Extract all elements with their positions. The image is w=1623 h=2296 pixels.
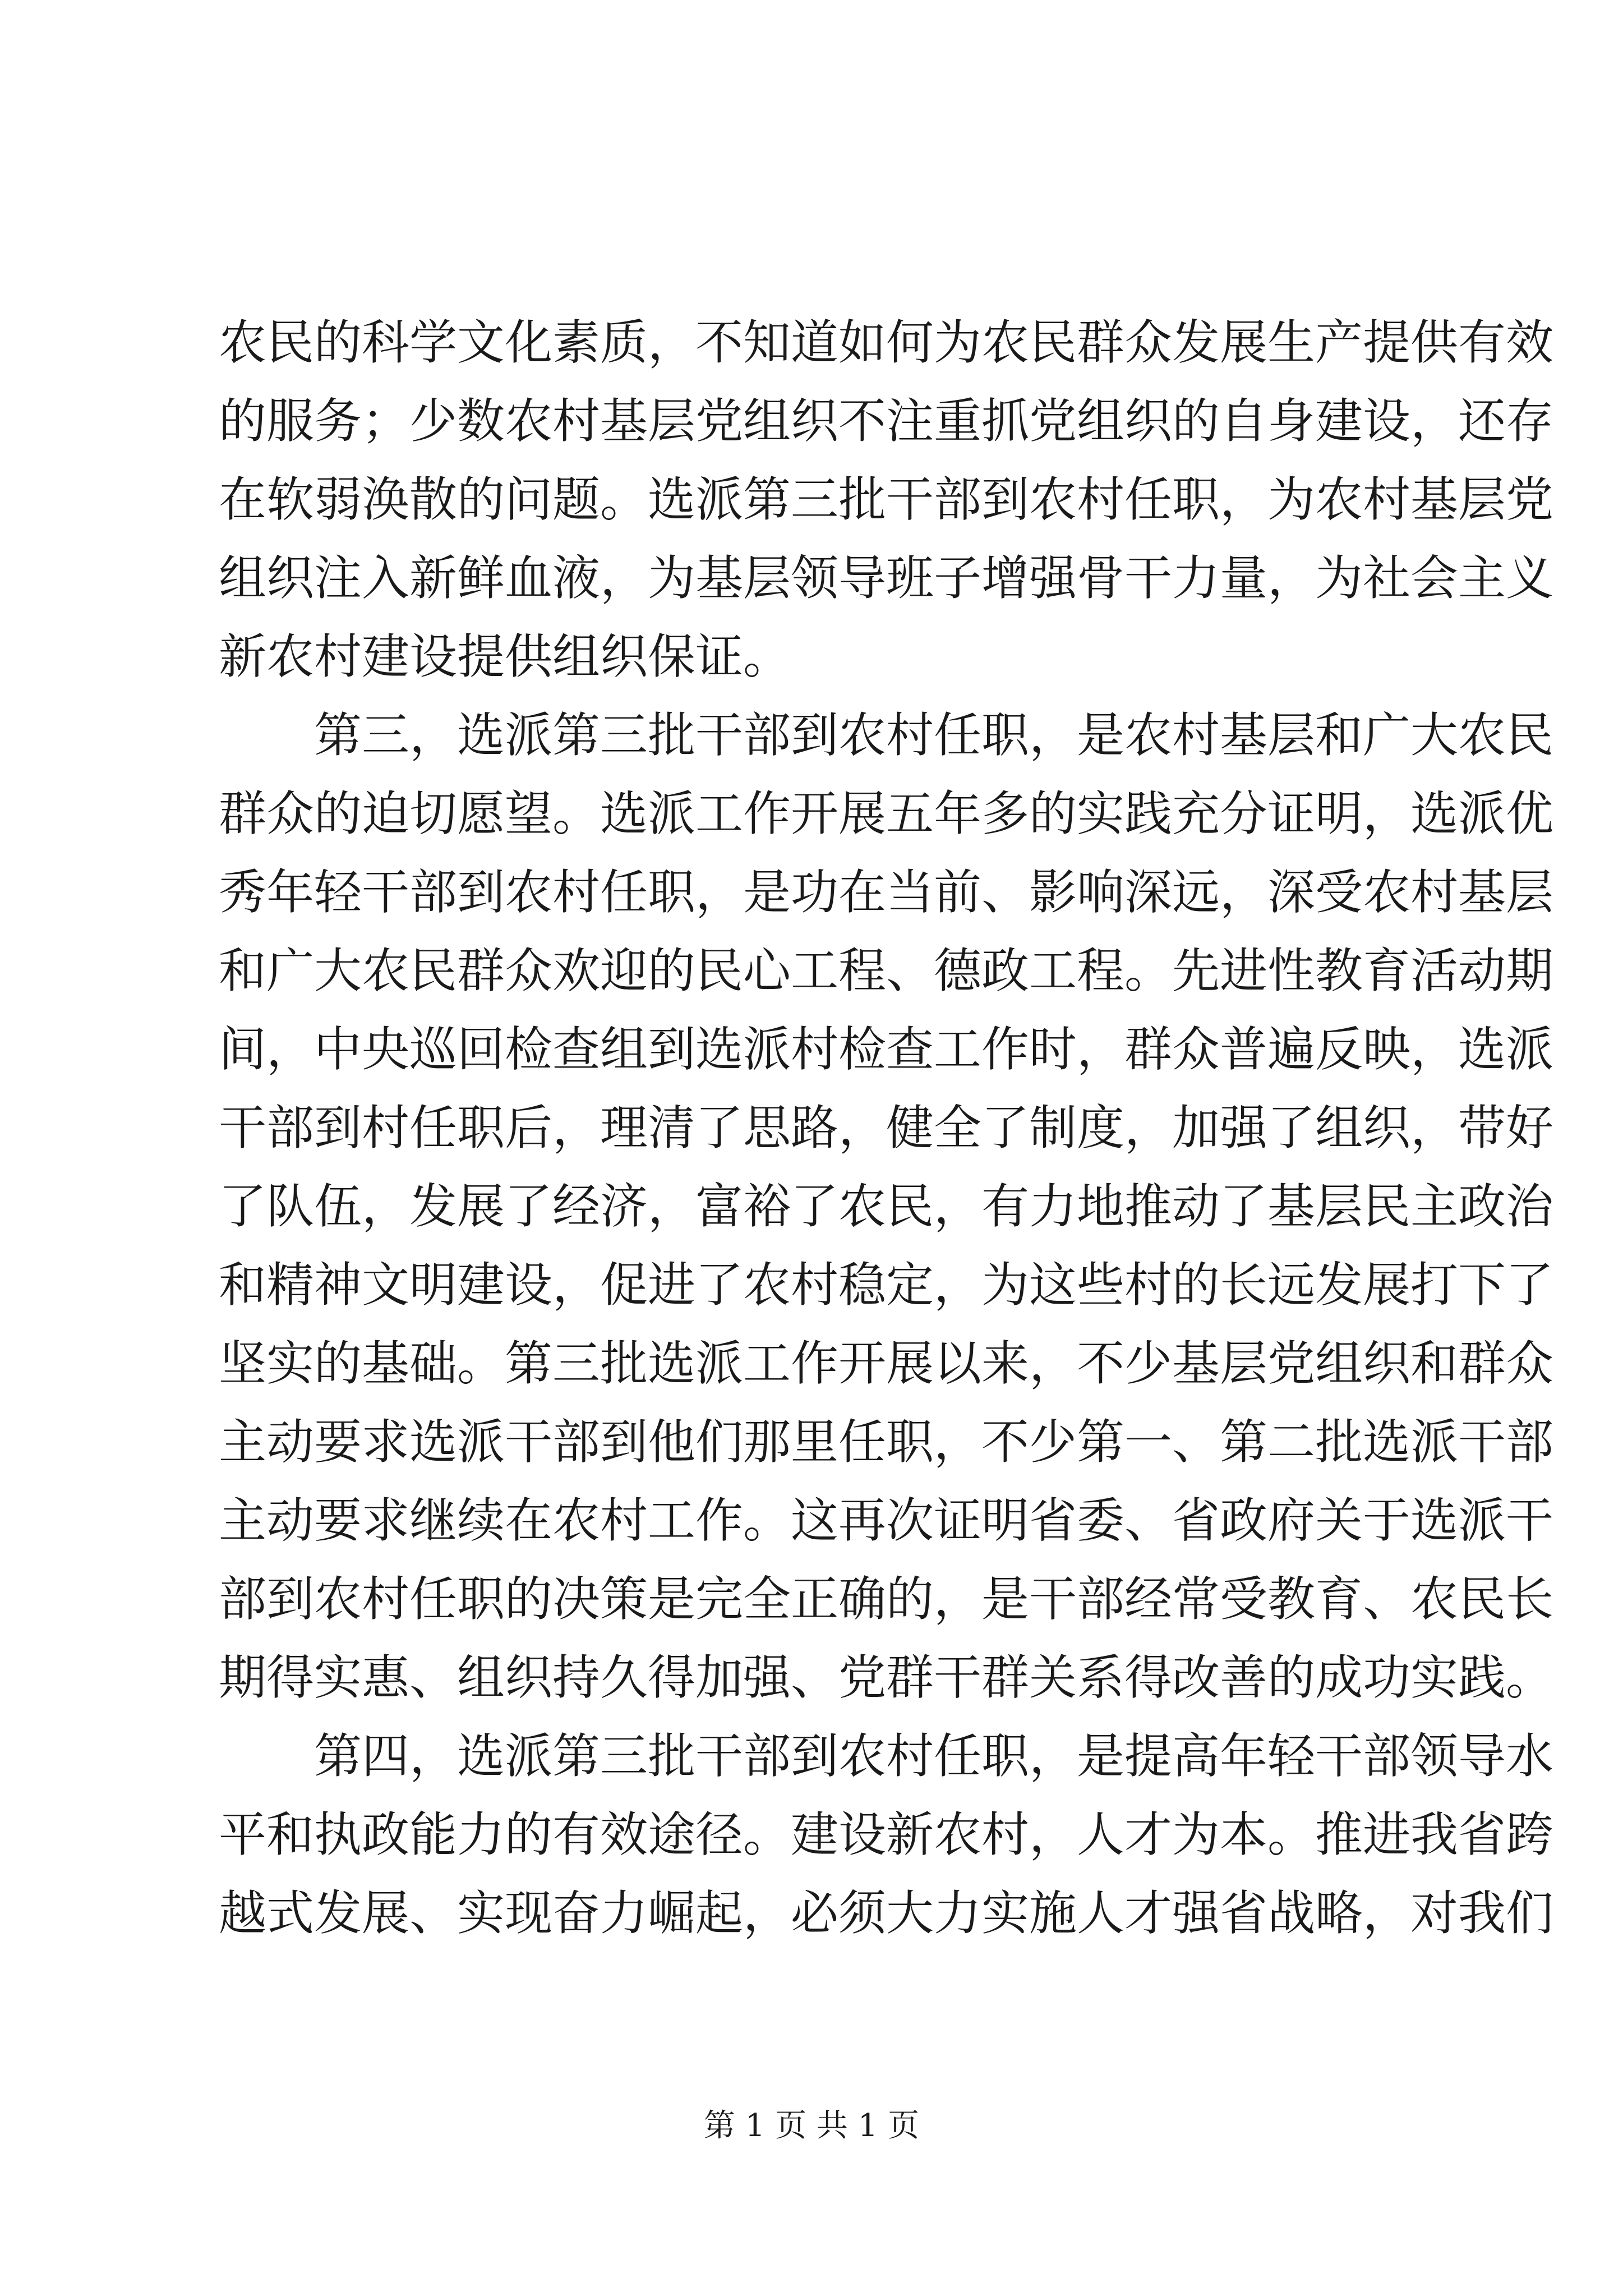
paragraph-line: 第四，选派第三批干部到农村任职，是提高年轻干部领导水 [314, 1729, 1554, 1784]
paragraph-line: 群众的迫切愿望。选派工作开展五年多的实践充分证明，选派优 [219, 786, 1554, 842]
page-number-footer: 第 1 页 共 1 页 [703, 2108, 920, 2144]
paragraph-line: 新农村建设提供组织保证。 [219, 629, 791, 685]
paragraph-line: 在软弱涣散的问题。选派第三批干部到农村任职，为农村基层党 [219, 472, 1554, 528]
paragraph-line: 秀年轻干部到农村任职，是功在当前、影响深远，深受农村基层 [219, 865, 1554, 921]
paragraph-line: 间，中央巡回检查组到选派村检查工作时，群众普遍反映，选派 [219, 1022, 1554, 1078]
paragraph-line: 平和执政能力的有效途径。建设新农村，人才为本。推进我省跨 [219, 1807, 1554, 1863]
paragraph-line: 部到农村任职的决策是完全正确的，是干部经常受教育、农民长 [219, 1572, 1554, 1627]
paragraph-line: 期得实惠、组织持久得加强、党群干群关系得改善的成功实践。 [219, 1650, 1554, 1706]
paragraph-line: 和精神文明建设，促进了农村稳定，为这些村的长远发展打下了 [219, 1258, 1554, 1313]
paragraph-line: 组织注入新鲜血液，为基层领导班子增强骨干力量，为社会主义 [219, 551, 1554, 606]
paragraph-line: 和广大农民群众欢迎的民心工程、德政工程。先进性教育活动期 [219, 944, 1554, 999]
paragraph-line: 的服务；少数农村基层党组织不注重抓党组织的自身建设，还存 [219, 394, 1554, 449]
paragraph-line: 了队伍，发展了经济，富裕了农民，有力地推动了基层民主政治 [219, 1179, 1554, 1235]
paragraph-line: 主动要求选派干部到他们那里任职，不少第一、第二批选派干部 [219, 1415, 1554, 1470]
paragraph-line: 干部到村任职后，理清了思路，健全了制度，加强了组织，带好 [219, 1101, 1554, 1156]
paragraph-line: 主动要求继续在农村工作。这再次证明省委、省政府关于选派干 [219, 1493, 1554, 1549]
paragraph-line: 坚实的基础。第三批选派工作开展以来，不少基层党组织和群众 [219, 1336, 1554, 1392]
paragraph-line: 第三，选派第三批干部到农村任职，是农村基层和广大农民 [314, 708, 1554, 763]
paragraph-line: 农民的科学文化素质，不知道如何为农民群众发展生产提供有效 [219, 315, 1554, 371]
paragraph-line: 越式发展、实现奋力崛起，必须大力实施人才强省战略，对我们 [219, 1886, 1554, 1941]
